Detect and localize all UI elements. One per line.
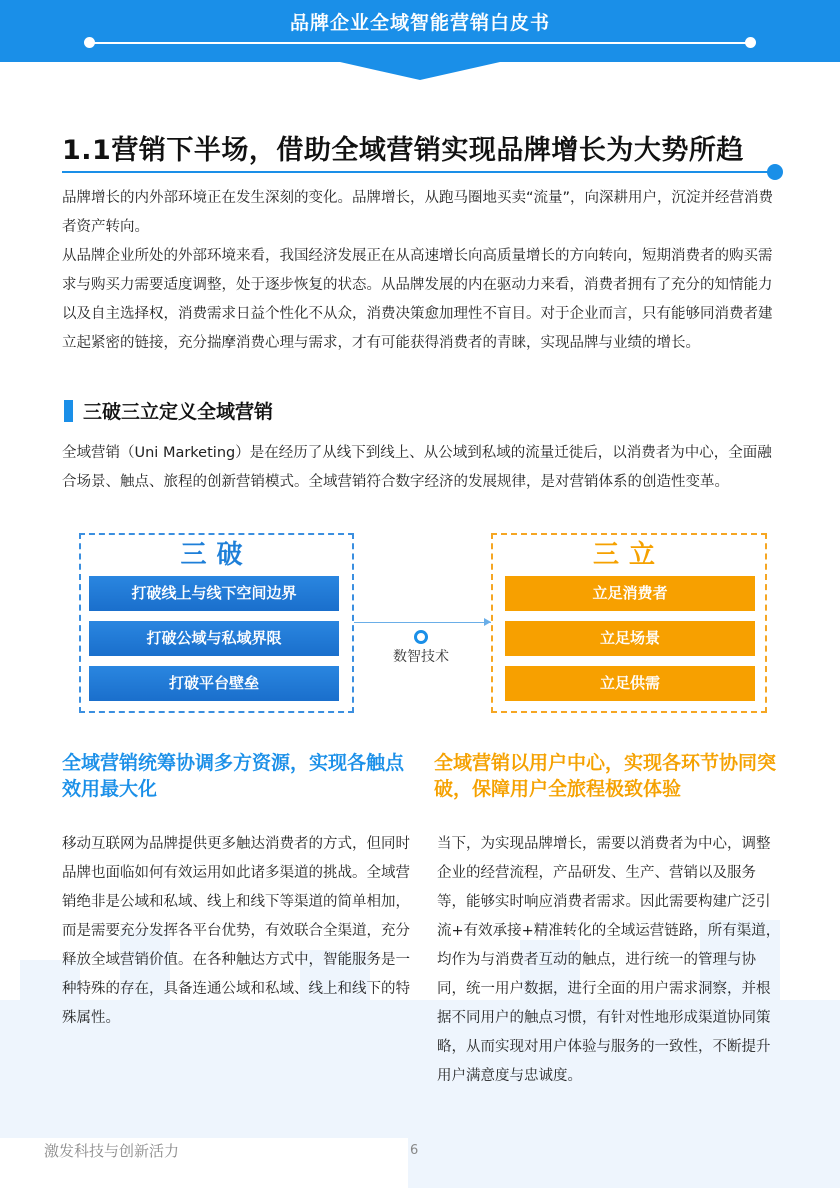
right-column-body: 当下，为实现品牌增长，需要以消费者为中心，调整企业的经营流程，产品研发、生产、营销以及服务等，能够实时响应消费者需求。因此需要构建广泛引流+有效承接+精准转化的全域运营链路，所有渠道，均作为与消费者互动的触点，进行统一的管理与协同，统一用户数据，进行全面的用户需求洞察，并根据不同用户的触点习惯，有针对性地形成渠道协同策略，从而实现对用户体验与服务的一致性，不断提升用户满意度与忠诚度。 bbox=[437, 836, 781, 1084]
diagram-connector-line bbox=[354, 622, 491, 623]
three-establishes-title: 三立 bbox=[592, 540, 665, 570]
subsection-title: 三破三立定义全域营销 bbox=[83, 401, 274, 423]
break-item: 打破线上与线下空间边界 bbox=[89, 576, 339, 611]
page-number: 6 bbox=[410, 1143, 419, 1158]
connector-label: 数智技术 bbox=[393, 649, 449, 665]
subsection-paragraph: 全域营销（Uni Marketing）是在经历了从线下到线上、从公域到私域的流量迁徙后，以消费者为中心，全面融合场景、触点、旅程的创新营销模式。全域营销符合数字经济的发展规律，是对营销体系的创造性变革。 bbox=[62, 445, 772, 490]
section-title: 1.1营销下半场，借助全域营销实现品牌增长为大势所趋 bbox=[62, 135, 744, 166]
subsection-accent-bar bbox=[64, 400, 73, 422]
header-title: 品牌企业全域智能营销白皮书 bbox=[289, 12, 550, 34]
break-item: 打破公域与私域界限 bbox=[89, 621, 339, 656]
header-dot-right bbox=[745, 37, 756, 48]
header-divider bbox=[90, 42, 750, 44]
break-item: 打破平台壁垒 bbox=[89, 666, 339, 701]
circle-node-icon bbox=[414, 630, 428, 644]
header-notch bbox=[340, 62, 500, 80]
header-dot-left bbox=[84, 37, 95, 48]
left-column-body: 移动互联网为品牌提供更多触达消费者的方式，但同时品牌也面临如何有效运用如此诸多渠道的挑战。全域营销绝非是公域和私域、线上和线下等渠道的简单相加，而是需要充分发挥各平台优势，有效联合全渠道，充分释放全域营销价值。在各种触达方式中，智能服务是一种特殊的存在，具备连通公域和私域、线上和线下的特殊属性。 bbox=[62, 836, 410, 1026]
establish-item: 立足场景 bbox=[505, 621, 755, 656]
section-paragraph-1: 品牌增长的内外部环境正在发生深刻的变化。品牌增长，从跑马圈地买卖“流量”，向深耕用户，沉淀并经营消费者资产转向。 bbox=[62, 190, 774, 235]
establish-item: 立足消费者 bbox=[505, 576, 755, 611]
establish-item: 立足供需 bbox=[505, 666, 755, 701]
section-title-underline bbox=[62, 171, 774, 173]
footer-slogan: 激发科技与创新活力 bbox=[44, 1142, 180, 1160]
page-header bbox=[0, 0, 840, 62]
three-breaks-title: 三破 bbox=[180, 540, 253, 570]
section-title-dot bbox=[767, 164, 783, 180]
right-column-heading: 全域营销以用户中心，实现各环节协同突破，保障用户全旅程极致体验 bbox=[434, 752, 777, 800]
left-column-heading: 全域营销统筹协调多方资源，实现各触点效用最大化 bbox=[62, 752, 405, 800]
section-paragraph-2: 从品牌企业所处的外部环境来看，我国经济发展正在从高速增长向高质量增长的方向转向，短期消费者的购买需求与购买力需要适度调整，处于逐步恢复的状态。从品牌发展的内在驱动力来看，消费者拥有了充分的知情能力以及自主选择权，消费需求日益个性化不从众，消费决策愈加理性不盲目。对于企业而言，只有能够同消费者建立起紧密的链接，充分揣摩消费心理与需求，才有可能获得消费者的青睐，实现品牌与业绩的增长。 bbox=[62, 248, 773, 351]
arrow-right-icon bbox=[484, 618, 491, 626]
